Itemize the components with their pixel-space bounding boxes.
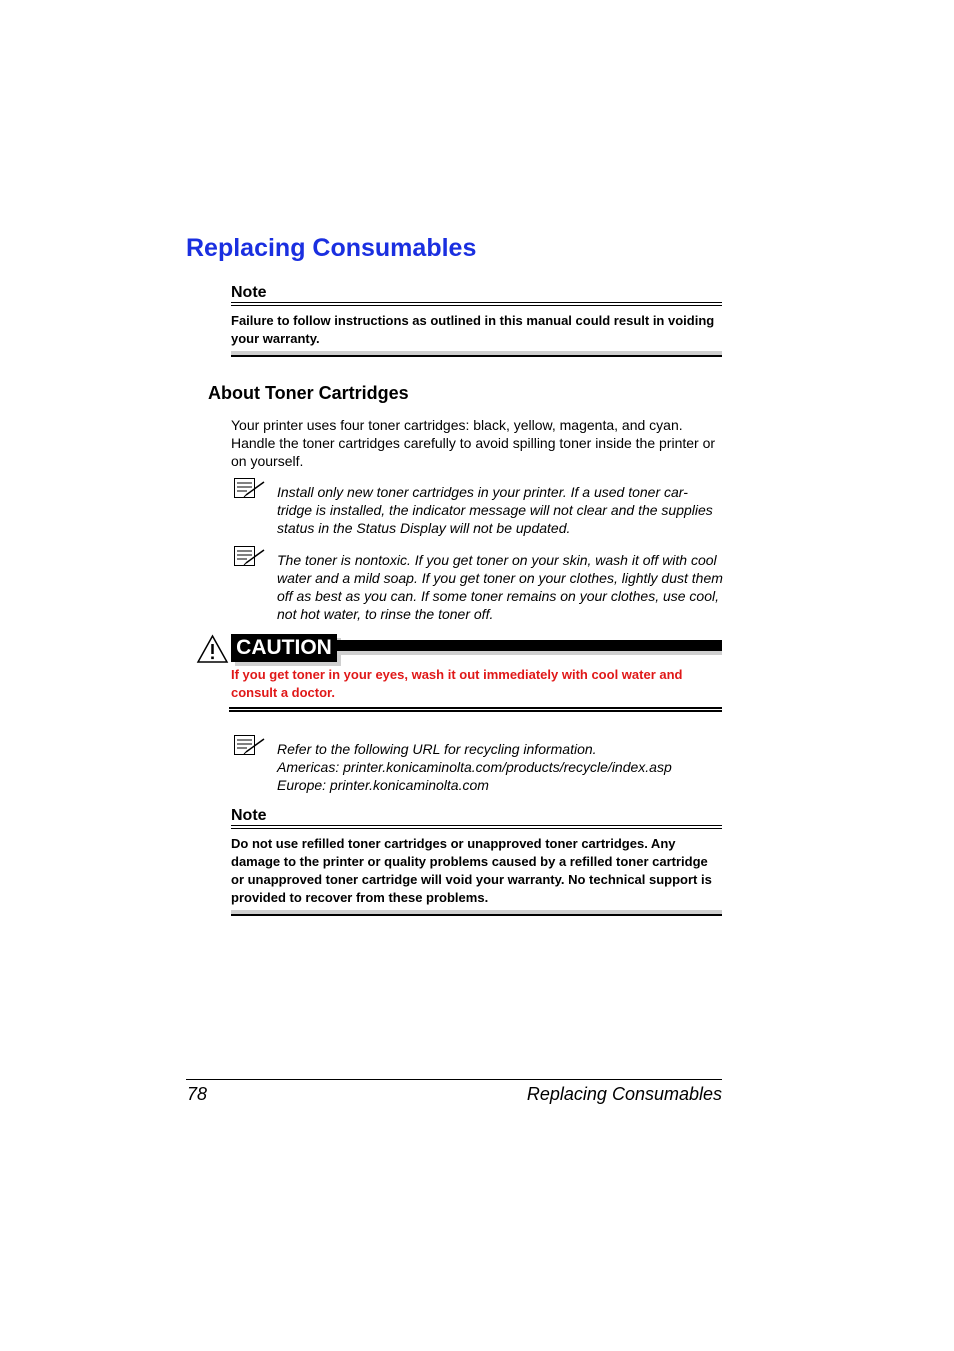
recycle-url-europe: Europe: printer.konicaminolta.com [277, 777, 489, 793]
footer-chapter-title: Replacing Consumables [526, 1084, 722, 1104]
note-rule-top [231, 825, 722, 829]
note-box-warranty [231, 284, 722, 357]
memo-pencil-icon [233, 477, 267, 499]
note-box-refilled [231, 807, 722, 916]
memo-text-line: Refer to the following URL for recycling information. [277, 741, 597, 757]
memo-pencil-icon [233, 734, 267, 756]
caution-label: CAUTION [231, 634, 337, 662]
memo-pencil-icon [233, 545, 267, 567]
section-title: About Toner Cartridges [208, 383, 409, 403]
memo-text: The toner is nontoxic. If you get toner on your skin, wash it off with cool water and a mild soap. If you get toner on your clothes, lightly dust them off as best as you can. If some toner remains on your clothes, use cool, not hot water, to rinse the toner off. [277, 552, 723, 622]
page-title: Replacing Consumables [186, 234, 477, 262]
page-number: 78 [187, 1084, 208, 1104]
caution-rule [229, 710, 722, 712]
section-paragraph: Your printer uses four toner cartridges: black, yellow, magenta, and cyan. Handle the toner cartridges carefully to avoid spilling toner inside the printer or on yourself. [231, 417, 716, 469]
memo-new-cartridges [233, 477, 723, 537]
memo-nontoxic [233, 545, 723, 623]
caution-bar-shadow [341, 651, 722, 655]
note-rule-top [231, 302, 722, 306]
footer-rule [186, 1079, 722, 1080]
memo-text: Install only new toner cartridges in your printer. If a used toner car- tridge is installed, the indicator message will not clear and the supplies status in the Status Display will not be updated. [277, 484, 713, 536]
note-rule-bottom [231, 355, 722, 357]
caution-bar [337, 640, 722, 651]
note-body: Do not use refilled toner cartridges or unapproved toner cartridges. Any damage to the printer or quality problems caused by a refilled toner cartridge or unapproved toner cartridge will void your warranty. No technical support is provided to recover from these problems. [231, 836, 712, 905]
caution-text: If you get toner in your eyes, wash it out immediately with cool water and consult a doctor. [231, 667, 683, 700]
note-rule-bottom [231, 914, 722, 916]
caution-rule [229, 707, 722, 709]
recycle-url-americas: Americas: printer.konicaminolta.com/products/recycle/index.asp [277, 759, 672, 775]
note-body: Failure to follow instructions as outlined in this manual could result in voiding your warranty. [231, 313, 715, 346]
note-heading: Note [231, 284, 267, 301]
note-heading: Note [231, 807, 267, 824]
memo-recycling [233, 734, 723, 794]
warning-triangle-icon [196, 634, 229, 664]
